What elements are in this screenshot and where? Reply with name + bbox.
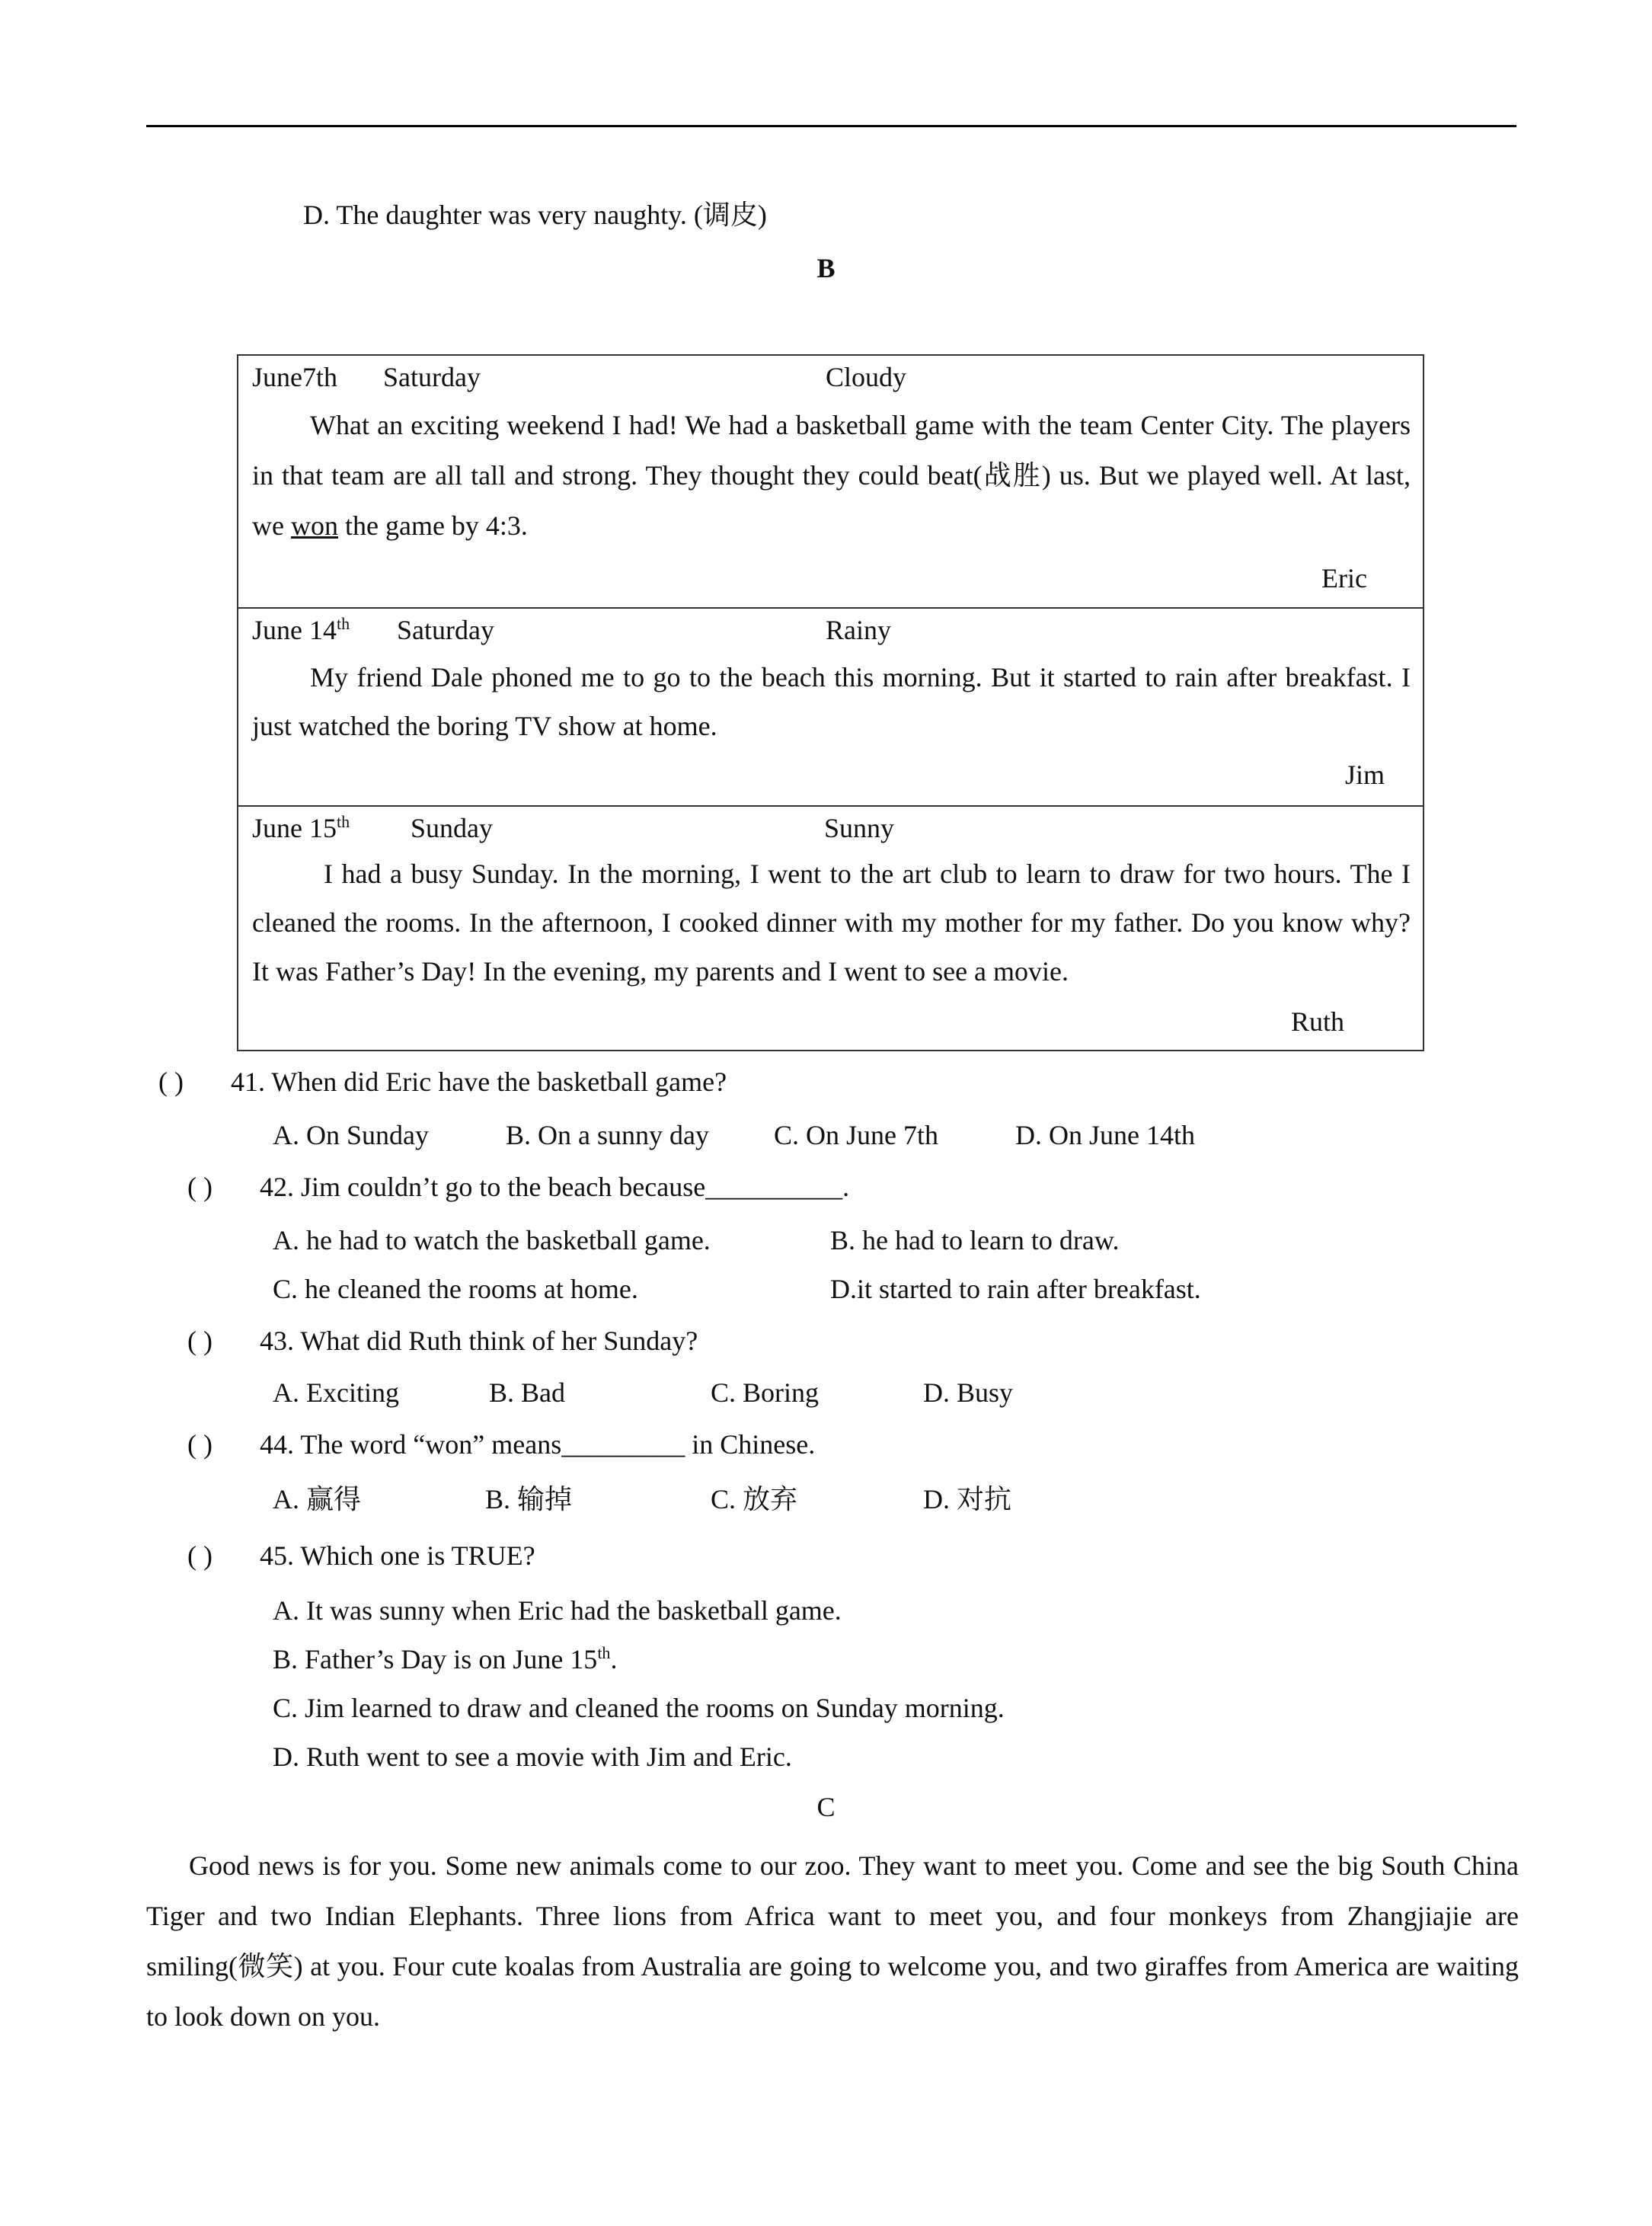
q41-answer-bracket[interactable]: ( ) bbox=[158, 1067, 184, 1097]
q44-option-d[interactable]: D. 对抗 bbox=[923, 1484, 1011, 1514]
diary-entry-2-text: My friend Dale phoned me to go to the beach this morning. But it started to rain after breakfast. I just watched the boring TV show at home. bbox=[252, 662, 1411, 741]
diary-entry-2-weather: Rainy bbox=[826, 615, 891, 645]
diary-table bbox=[237, 354, 1424, 1051]
q44-option-c[interactable]: C. 放弃 bbox=[711, 1484, 798, 1514]
q43-option-d[interactable]: D. Busy bbox=[923, 1377, 1014, 1408]
diary-entry-1-date: June7th bbox=[252, 362, 337, 392]
underlined-word-won: won bbox=[290, 510, 338, 541]
diary-entry-1-day: Saturday bbox=[383, 362, 481, 392]
q44-answer-bracket[interactable]: ( ) bbox=[187, 1429, 212, 1460]
q44-option-a[interactable]: A. 赢得 bbox=[273, 1484, 361, 1514]
diary-separator-1 bbox=[238, 607, 1423, 609]
q44-stem: 44. The word “won” means_________ in Chinese. bbox=[260, 1429, 816, 1460]
q41-option-c[interactable]: C. On June 7th bbox=[774, 1120, 938, 1150]
diary-entry-3-date: June 15th bbox=[252, 812, 350, 843]
section-c-passage: Good news is for you. Some new animals come to our zoo. They want to meet you. Come and see the big South China Tiger and two Indian Elephants. Three lions from Africa want to meet you, and four monkeys from Zhangjiajie are smiling(微笑) at you. Four cute koalas from Australia are going to welcome you, and two giraffes from America are waiting to look down on you. bbox=[146, 1850, 1519, 2032]
q45-option-a[interactable]: A. It was sunny when Eric had the basketball game. bbox=[273, 1595, 842, 1626]
q45-option-d[interactable]: D. Ruth went to see a movie with Jim and Eric. bbox=[273, 1741, 792, 1772]
q43-option-b[interactable]: B. Bad bbox=[489, 1377, 566, 1408]
q45-option-c[interactable]: C. Jim learned to draw and cleaned the rooms on Sunday morning. bbox=[273, 1693, 1005, 1723]
q42-option-d[interactable]: D.it started to rain after breakfast. bbox=[830, 1274, 1201, 1304]
q43-answer-bracket[interactable]: ( ) bbox=[187, 1326, 212, 1356]
q41-option-b[interactable]: B. On a sunny day bbox=[506, 1120, 709, 1150]
previous-option-d: D. The daughter was very naughty. (调皮) bbox=[303, 200, 767, 230]
diary-entry-3-weather: Sunny bbox=[824, 813, 895, 843]
section-c-heading: C bbox=[816, 1792, 836, 1822]
diary-entry-1-text: What an exciting weekend I had! We had a basketball game with the team Center City. The players in that team are all tall and strong. They thought they could beat(战胜) us. But we played well. At last, we won the game by 4:3. bbox=[252, 410, 1411, 541]
header-rule bbox=[146, 125, 1516, 127]
q45-answer-bracket[interactable]: ( ) bbox=[187, 1540, 212, 1571]
q42-option-a[interactable]: A. he had to watch the basketball game. bbox=[273, 1225, 711, 1255]
diary-entry-3-day: Sunday bbox=[411, 813, 493, 843]
diary-entry-3-text: I had a busy Sunday. In the morning, I went to the art club to learn to draw for two hours. The I cleaned the rooms. In the afternoon, I cooked dinner with my mother for my father. Do you know why? It was Father’s Day! In the evening, my parents and I went to see a movie. bbox=[252, 859, 1411, 987]
q41-option-d[interactable]: D. On June 14th bbox=[1015, 1120, 1195, 1150]
diary-entry-1-author: Eric bbox=[1321, 563, 1367, 593]
q42-answer-bracket[interactable]: ( ) bbox=[187, 1172, 212, 1202]
q42-option-b[interactable]: B. he had to learn to draw. bbox=[830, 1225, 1120, 1255]
diary-entry-1-weather: Cloudy bbox=[826, 362, 907, 392]
diary-entry-3-author: Ruth bbox=[1291, 1006, 1345, 1037]
q41-stem: 41. When did Eric have the basketball game? bbox=[231, 1067, 727, 1097]
diary-entry-2-day: Saturday bbox=[397, 615, 494, 645]
q45-option-b[interactable]: B. Father’s Day is on June 15th. bbox=[273, 1643, 618, 1674]
diary-entry-2-author: Jim bbox=[1345, 760, 1385, 790]
q44-option-b[interactable]: B. 输掉 bbox=[485, 1484, 573, 1514]
diary-entry-2-date: June 14th bbox=[252, 614, 350, 645]
diary-separator-2 bbox=[238, 805, 1423, 807]
q43-stem: 43. What did Ruth think of her Sunday? bbox=[260, 1326, 698, 1356]
q41-option-a[interactable]: A. On Sunday bbox=[273, 1120, 429, 1150]
q42-stem: 42. Jim couldn’t go to the beach because__________. bbox=[260, 1172, 850, 1202]
section-b-heading: B bbox=[816, 253, 836, 283]
q42-option-c[interactable]: C. he cleaned the rooms at home. bbox=[273, 1274, 638, 1304]
q43-option-a[interactable]: A. Exciting bbox=[273, 1377, 399, 1408]
q43-option-c[interactable]: C. Boring bbox=[711, 1377, 820, 1408]
q45-stem: 45. Which one is TRUE? bbox=[260, 1540, 535, 1571]
